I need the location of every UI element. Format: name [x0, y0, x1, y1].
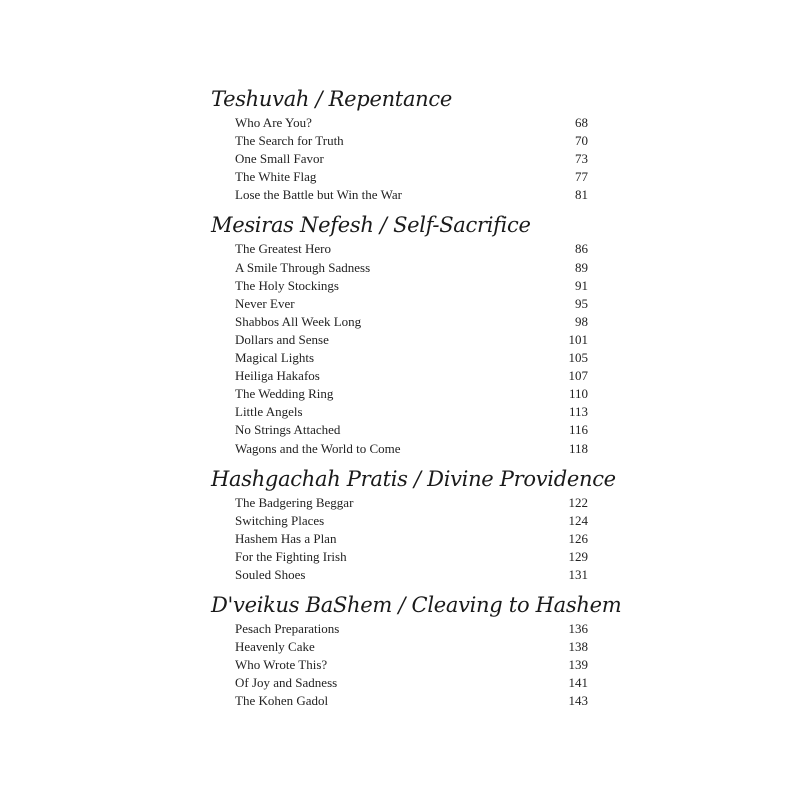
entry-page-number: 110	[568, 386, 588, 402]
entry-page-number: 122	[568, 494, 588, 510]
entry-title: Pesach Preparations	[235, 621, 340, 637]
section-title: Mesiras Nefesh / Self-Sacrifice	[211, 213, 531, 238]
toc-entry[interactable]	[211, 114, 591, 132]
entry-title: Who Wrote This?	[235, 657, 328, 673]
entry-title: Wagons and the World to Come	[235, 440, 401, 456]
entry-title: The Kohen Gadol	[235, 693, 329, 709]
entry-title: Of Joy and Sadness	[235, 675, 338, 691]
entry-page-number: 124	[568, 512, 588, 528]
toc-entry[interactable]	[211, 566, 591, 584]
entry-page-number: 73	[575, 151, 588, 167]
toc-entry[interactable]	[211, 494, 591, 512]
entry-title: The Badgering Beggar	[235, 494, 354, 510]
entry-title: Lose the Battle but Win the War	[235, 187, 402, 203]
entry-page-number: 105	[568, 350, 588, 366]
entry-title: Switching Places	[235, 512, 325, 528]
entry-page-number: 131	[568, 566, 588, 582]
toc-entry[interactable]	[211, 421, 591, 439]
entry-page-number: 91	[575, 277, 588, 293]
toc-entry[interactable]	[211, 150, 591, 168]
entry-title: Magical Lights	[235, 350, 315, 366]
entry-list	[211, 620, 591, 710]
entry-page-number: 126	[568, 530, 588, 546]
toc-entry[interactable]	[211, 403, 591, 421]
entry-title: Shabbos All Week Long	[235, 313, 362, 329]
toc-entry[interactable]	[211, 385, 591, 403]
entry-title: A Smile Through Sadness	[235, 259, 371, 275]
toc-entry[interactable]	[211, 638, 591, 656]
entry-page-number: 116	[568, 422, 588, 438]
entry-page-number: 89	[575, 259, 588, 275]
entry-title: The Search for Truth	[235, 133, 344, 149]
entry-list	[211, 494, 591, 584]
entry-title: Dollars and Sense	[235, 331, 329, 347]
entry-title: Hashem Has a Plan	[235, 530, 337, 546]
table-of-contents	[211, 84, 622, 711]
section-title: D'veikus BaShem / Cleaving to Hashem	[211, 593, 622, 618]
entry-page-number: 77	[575, 169, 588, 185]
toc-entry[interactable]	[211, 313, 591, 331]
toc-entry[interactable]	[211, 331, 591, 349]
entry-page-number: 139	[568, 657, 588, 673]
toc-entry[interactable]	[211, 168, 591, 186]
toc-entry[interactable]	[211, 367, 591, 385]
entry-page-number: 136	[568, 621, 588, 637]
entry-list	[211, 240, 591, 457]
entry-title: The Wedding Ring	[235, 386, 334, 402]
entry-title: Who Are You?	[235, 115, 312, 130]
entry-title: The White Flag	[235, 169, 317, 185]
entry-page-number: 118	[568, 440, 588, 456]
toc-entry[interactable]	[211, 512, 591, 530]
entry-page-number: 141	[568, 675, 588, 691]
toc-entry[interactable]	[211, 656, 591, 674]
toc-entry[interactable]	[211, 132, 591, 150]
toc-entry[interactable]	[211, 186, 591, 204]
entry-page-number: 86	[575, 241, 588, 257]
entry-page-number: 95	[575, 295, 588, 311]
entry-page-number: 129	[568, 548, 588, 564]
entry-page-number: 143	[568, 693, 588, 709]
section-title: Teshuvah / Repentance	[211, 87, 452, 111]
entry-title: Never Ever	[235, 295, 295, 311]
entry-title: Heiliga Hakafos	[235, 368, 320, 384]
toc-section	[211, 84, 591, 204]
entry-page-number: 113	[568, 404, 588, 420]
toc-entry[interactable]	[211, 674, 591, 692]
entry-page-number: 70	[575, 133, 588, 149]
toc-entry[interactable]	[211, 620, 591, 638]
toc-section	[211, 464, 616, 584]
entry-page-number: 81	[575, 187, 588, 203]
toc-entry[interactable]	[211, 277, 591, 295]
entry-title: No Strings Attached	[235, 422, 341, 438]
entry-page-number: 138	[568, 639, 588, 655]
toc-section	[211, 210, 591, 457]
entry-title: One Small Favor	[235, 151, 324, 167]
entry-title: The Holy Stockings	[235, 277, 339, 293]
toc-entry[interactable]	[211, 692, 591, 710]
section-title: Hashgachah Pratis / Divine Providence	[211, 466, 616, 491]
entry-page-number: 107	[568, 368, 588, 384]
toc-entry[interactable]	[211, 240, 591, 258]
toc-entry[interactable]	[211, 530, 591, 548]
entry-page-number: 98	[575, 313, 588, 329]
toc-section	[211, 590, 622, 710]
toc-entry[interactable]	[211, 349, 591, 367]
toc-entry[interactable]	[211, 440, 591, 458]
entry-title: For the Fighting Irish	[235, 548, 347, 564]
entry-page-number: 101	[568, 331, 588, 347]
entry-title: Souled Shoes	[235, 566, 306, 582]
entry-title: Little Angels	[235, 404, 303, 420]
entry-title: Heavenly Cake	[235, 639, 315, 655]
entry-list	[211, 114, 591, 204]
toc-entry[interactable]	[211, 259, 591, 277]
entry-title: The Greatest Hero	[235, 241, 332, 257]
toc-entry[interactable]	[211, 548, 591, 566]
entry-page-number: 68	[575, 115, 588, 130]
toc-entry[interactable]	[211, 295, 591, 313]
